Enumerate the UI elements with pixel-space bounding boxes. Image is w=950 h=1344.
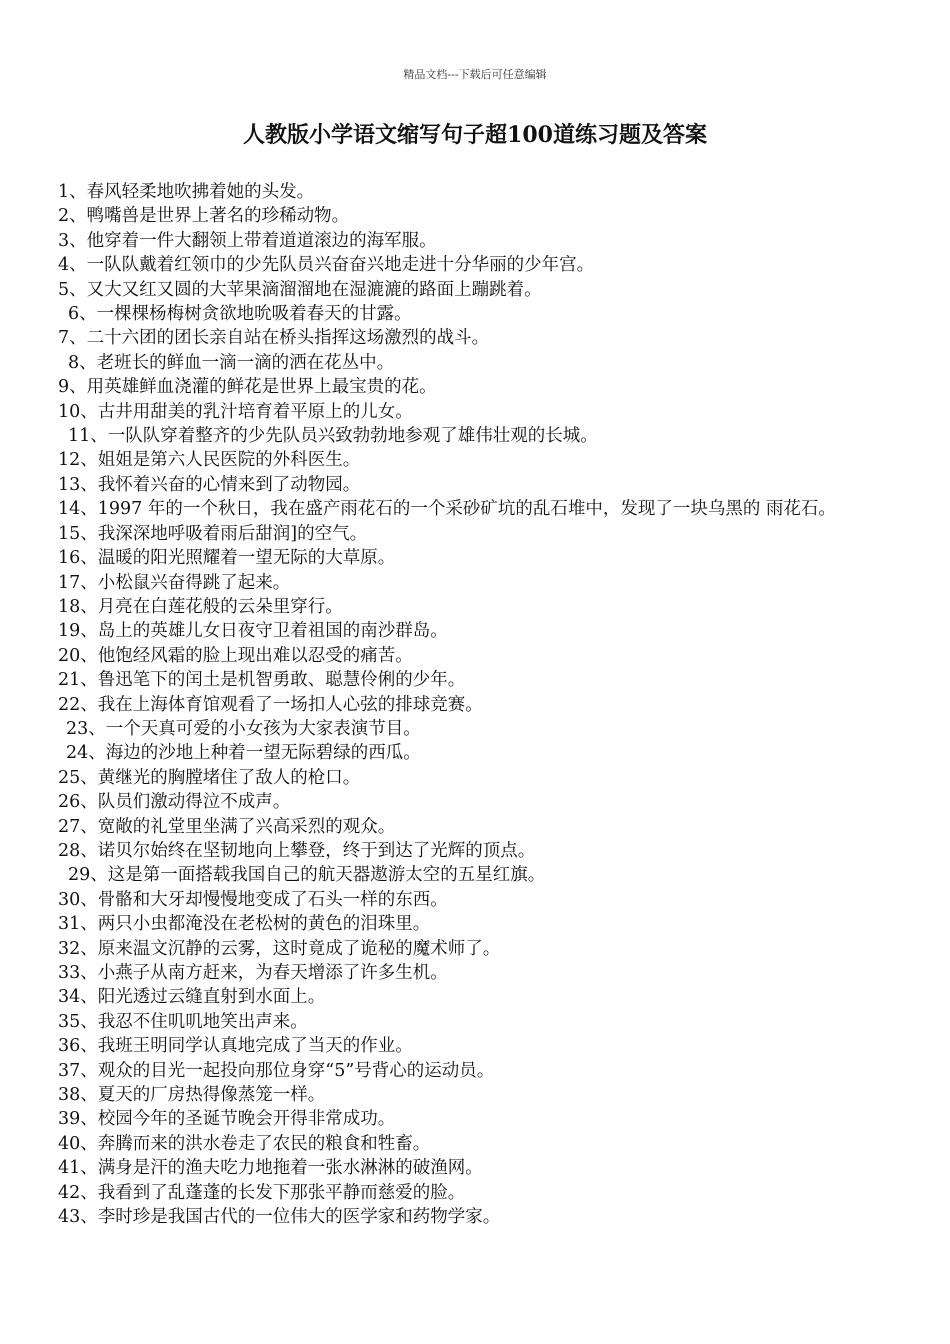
list-item: 15、我深深地呼吸着雨后甜润]的空气。 bbox=[58, 523, 368, 544]
list-item: 28、诺贝尔始终在坚韧地向上攀登，终于到达了光辉的顶点。 bbox=[58, 840, 536, 861]
list-item: 7、二十六团的团长亲自站在桥头指挥这场激烈的战斗。 bbox=[58, 328, 490, 349]
list-item: 25、黄继光的胸膛堵住了敌人的枪口。 bbox=[58, 767, 361, 788]
list-item: 2、鸭嘴兽是世界上著名的珍稀动物。 bbox=[58, 206, 350, 227]
list-item: 3、他穿着一件大翻领上带着道道滚边的海军服。 bbox=[58, 230, 437, 251]
list-item: 26、队员们激动得泣不成声。 bbox=[58, 792, 291, 813]
list-item: 23、一个天真可爱的小女孩为大家表演节目。 bbox=[66, 718, 421, 739]
list-item: 42、我看到了乱蓬蓬的长发下那张平静而慈爱的脸。 bbox=[58, 1182, 466, 1203]
list-item: 24、海边的沙地上种着一望无际碧绿的西瓜。 bbox=[66, 743, 421, 764]
list-item: 37、观众的目光一起投向那位身穿“5”号背心的运动员。 bbox=[58, 1060, 495, 1081]
list-item: 11、一队队穿着整齐的少先队员兴致勃勃地参观了雄伟壮观的长城。 bbox=[68, 426, 598, 447]
list-item: 5、又大又红又圆的大苹果滴溜溜地在湿漉漉的路面上蹦跳着。 bbox=[58, 279, 542, 300]
list-item: 20、他饱经风霜的脸上现出难以忍受的痛苦。 bbox=[58, 645, 413, 666]
list-item: 16、温暖的阳光照耀着一望无际的大草原。 bbox=[58, 548, 396, 569]
list-item: 12、姐姐是第六人民医院的外科医生。 bbox=[58, 450, 361, 471]
header-note: 精品文档---下载后可任意编辑 bbox=[403, 68, 547, 81]
list-item: 8、老班长的鲜血一滴一滴的洒在花丛中。 bbox=[68, 352, 395, 373]
list-item: 6、一棵棵杨梅树贪欲地吮吸着春天的甘露。 bbox=[68, 304, 412, 325]
list-item: 9、用英雄鲜血浇灌的鲜花是世界上最宝贵的花。 bbox=[58, 377, 437, 398]
list-item: 31、两只小虫都淹没在老松树的黄色的泪珠里。 bbox=[58, 914, 431, 935]
list-item: 36、我班王明同学认真地完成了当天的作业。 bbox=[58, 1036, 413, 1057]
list-item: 27、宽敞的礼堂里坐满了兴高采烈的观众。 bbox=[58, 816, 396, 837]
list-item: 13、我怀着兴奋的心情来到了动物园。 bbox=[58, 474, 361, 495]
list-item: 1、春风轻柔地吹拂着她的头发。 bbox=[58, 182, 315, 202]
list-item: 34、阳光透过云缝直射到水面上。 bbox=[58, 987, 326, 1008]
list-item: 29、这是第一面搭载我国自己的航天器遨游太空的五星红旗。 bbox=[68, 865, 546, 886]
list-item: 32、原来温文沉静的云雾，这时竟成了诡秘的魔术师了。 bbox=[58, 938, 501, 959]
list-item: 17、小松鼠兴奋得跳了起来。 bbox=[58, 572, 291, 593]
list-item: 4、一队队戴着红领巾的少先队员兴奋奋兴地走进十分华丽的少年宫。 bbox=[58, 255, 595, 276]
document-title: 人教版小学语文缩写句子超100道练习题及答案 bbox=[243, 122, 707, 148]
list-item: 18、月亮在白莲花般的云朵里穿行。 bbox=[58, 596, 343, 617]
list-item: 21、鲁迅笔下的闰土是机智勇敢、聪慧伶俐的少年。 bbox=[58, 670, 466, 691]
list-item: 40、奔腾而来的洪水卷走了农民的粮食和牲畜。 bbox=[58, 1133, 431, 1154]
list-item: 41、满身是汗的渔夫吃力地拖着一张水淋淋的破渔网。 bbox=[58, 1158, 483, 1179]
list-item: 19、岛上的英雄儿女日夜守卫着祖国的南沙群岛。 bbox=[58, 621, 448, 642]
list-item: 43、李时珍是我国古代的一位伟大的医学家和药物学家。 bbox=[58, 1207, 501, 1228]
exercise-list bbox=[58, 180, 898, 1229]
list-item: 14、1997 年的一个秋日，我在盛产雨花石的一个采砂矿坑的乱石堆中，发现了一块乌黑的 雨花石。 bbox=[58, 499, 836, 520]
list-item: 22、我在上海体育馆观看了一场扣人心弦的排球竞赛。 bbox=[58, 694, 483, 715]
list-item: 30、骨骼和大牙却慢慢地变成了石头一样的东西。 bbox=[58, 889, 448, 910]
list-item: 38、夏天的厂房热得像蒸笼一样。 bbox=[58, 1085, 326, 1106]
list-item: 39、校园今年的圣诞节晚会开得非常成功。 bbox=[58, 1109, 396, 1130]
list-item: 10、古井用甜美的乳汁培育着平原上的儿女。 bbox=[58, 401, 413, 422]
list-item: 33、小燕子从南方赶来，为春天增添了许多生机。 bbox=[58, 963, 448, 983]
list-item: 35、我忍不住叽叽地笑出声来。 bbox=[58, 1011, 308, 1032]
